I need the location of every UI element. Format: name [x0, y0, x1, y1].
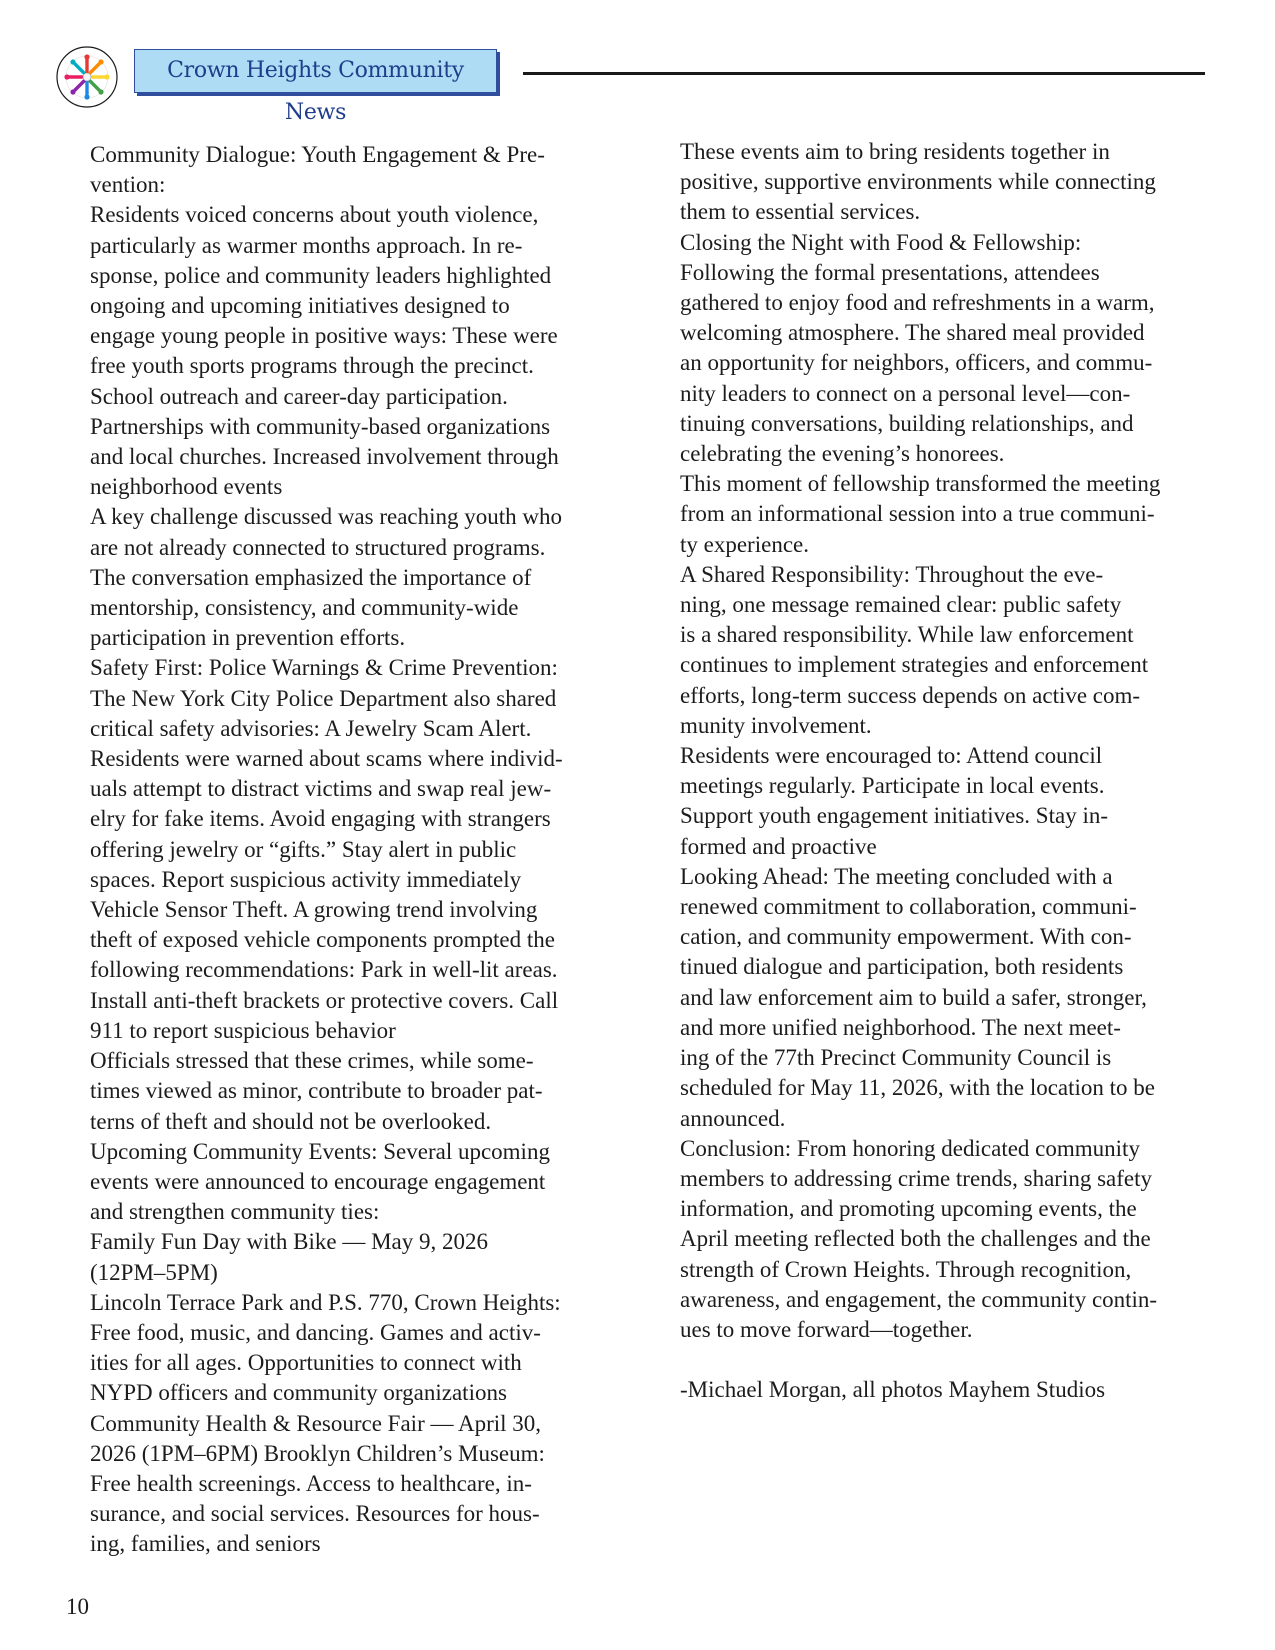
masthead-title: Crown Heights Community News: [167, 58, 464, 125]
article-column-left: [90, 140, 612, 1560]
paragraph-spacer: [680, 1345, 1202, 1375]
paragraph: Conclusion: From honoring dedicated community members to addressing crime trends, sharing safety information, and promoting upcoming events, the April meeting reflected both the challenges and the strength of Crown Heights. Through recognition, awareness, and engagement, the community contin- ues to move forward—together.: [680, 1135, 1158, 1342]
paragraph: Lincoln Terrace Park and P.S. 770, Crown Heights: Free food, music, and dancing. Games and activ- ities for all ages. Opportunities to connect with NYPD officers and community organizations: [90, 1289, 561, 1406]
community-council-logo-icon: [55, 45, 119, 109]
paragraph: This moment of fellowship transformed the meeting from an informational session into a true communi- ty experience.: [680, 471, 1161, 557]
paragraph: Residents voiced concerns about youth violence, particularly as warmer months approach. In re- sponse, police and community leaders highlighted ongoing and upcoming initiatives designed to engage young people in positive ways: These were free youth sports programs through the precinct. School outreach and career-day participation. Partnerships with community-based organizations and local churches. Increased involvement through neighborhood events: [90, 202, 559, 500]
paragraph: Family Fun Day with Bike — May 9, 2026 (12PM–5PM): [90, 1229, 489, 1285]
masthead-box: [134, 49, 497, 125]
paragraph: Officials stressed that these crimes, while some- times viewed as minor, contribute to broader pat- terns of theft and should not be overlooked.: [90, 1048, 543, 1134]
paragraph: Residents were encouraged to: Attend council meetings regularly. Participate in local events. Support youth engagement initiatives. Stay in- formed and proactive: [680, 743, 1108, 859]
paragraph: These events aim to bring residents together in positive, supportive environments while connecting them to essential services.: [680, 139, 1156, 225]
paragraph: Closing the Night with Food & Fellowship: Following the formal presentations, attendees gathered to enjoy food and refreshments in a warm, welcoming atmosphere. The shared meal provided an opportunity for neighbors, officers, and commu- nity leaders to connect on a personal level—con- tinuing conversations, building relationships, and celebrating the evening’s honorees.: [680, 229, 1155, 467]
paragraph: Community Dialogue: Youth Engagement & Pre- vention:: [90, 142, 545, 198]
paragraph: A key challenge discussed was reaching youth who are not already connected to structured programs. The conversation emphasized the importance of mentorship, consistency, and community-wide participation in prevention efforts.: [90, 504, 563, 651]
byline: -Michael Morgan, all photos Mayhem Studios: [680, 1377, 1106, 1403]
header-rule: [523, 72, 1205, 75]
paragraph: A Shared Responsibility: Throughout the eve- ning, one message remained clear: public safety is a shared responsibility. While law enforcement continues to implement strategies and enforcement efforts, long-term success depends on active com- munity involvement.: [680, 561, 1149, 738]
paragraph: Safety First: Police Warnings & Crime Prevention: The New York City Police Department also shared critical safety advisories: A Jewelry Scam Alert. Residents were warned about scams where individ- uals attempt to distract victims and swap real jew- elry for fake items. Avoid engaging with strangers offering jewelry or “gifts.” Stay alert in public spaces. Report suspicious activity immediately Vehicle Sensor Theft. A growing trend involving theft of exposed vehicle components prompted the following recommendations: Park in well-lit areas. Install anti-theft brackets or protective covers. Call 911 to report suspicious behavior: [90, 655, 563, 1043]
page-number: 10: [66, 1594, 89, 1619]
paragraph: Looking Ahead: The meeting concluded with a renewed commitment to collaboration, communi- cation, and community empowerment. With con- tinued dialogue and participation, both residents and law enforcement aim to build a safer, stronger, and more unified neighborhood. The next meet- ing of the 77th Precinct Community Council is scheduled for May 11, 2026, with the location to be announced.: [680, 863, 1156, 1131]
paragraph: Upcoming Community Events: Several upcoming events were announced to encourage engagement and strengthen community ties:: [90, 1138, 550, 1225]
paragraph: Community Health & Resource Fair — April 30, 2026 (1PM–6PM) Brooklyn Children’s Museum: Free health screenings. Access to healthcare, in- surance, and social services. Resources for hous- ing, families, and seniors: [90, 1410, 545, 1557]
page-header: [55, 42, 1205, 125]
article-column-right: [680, 137, 1202, 1406]
